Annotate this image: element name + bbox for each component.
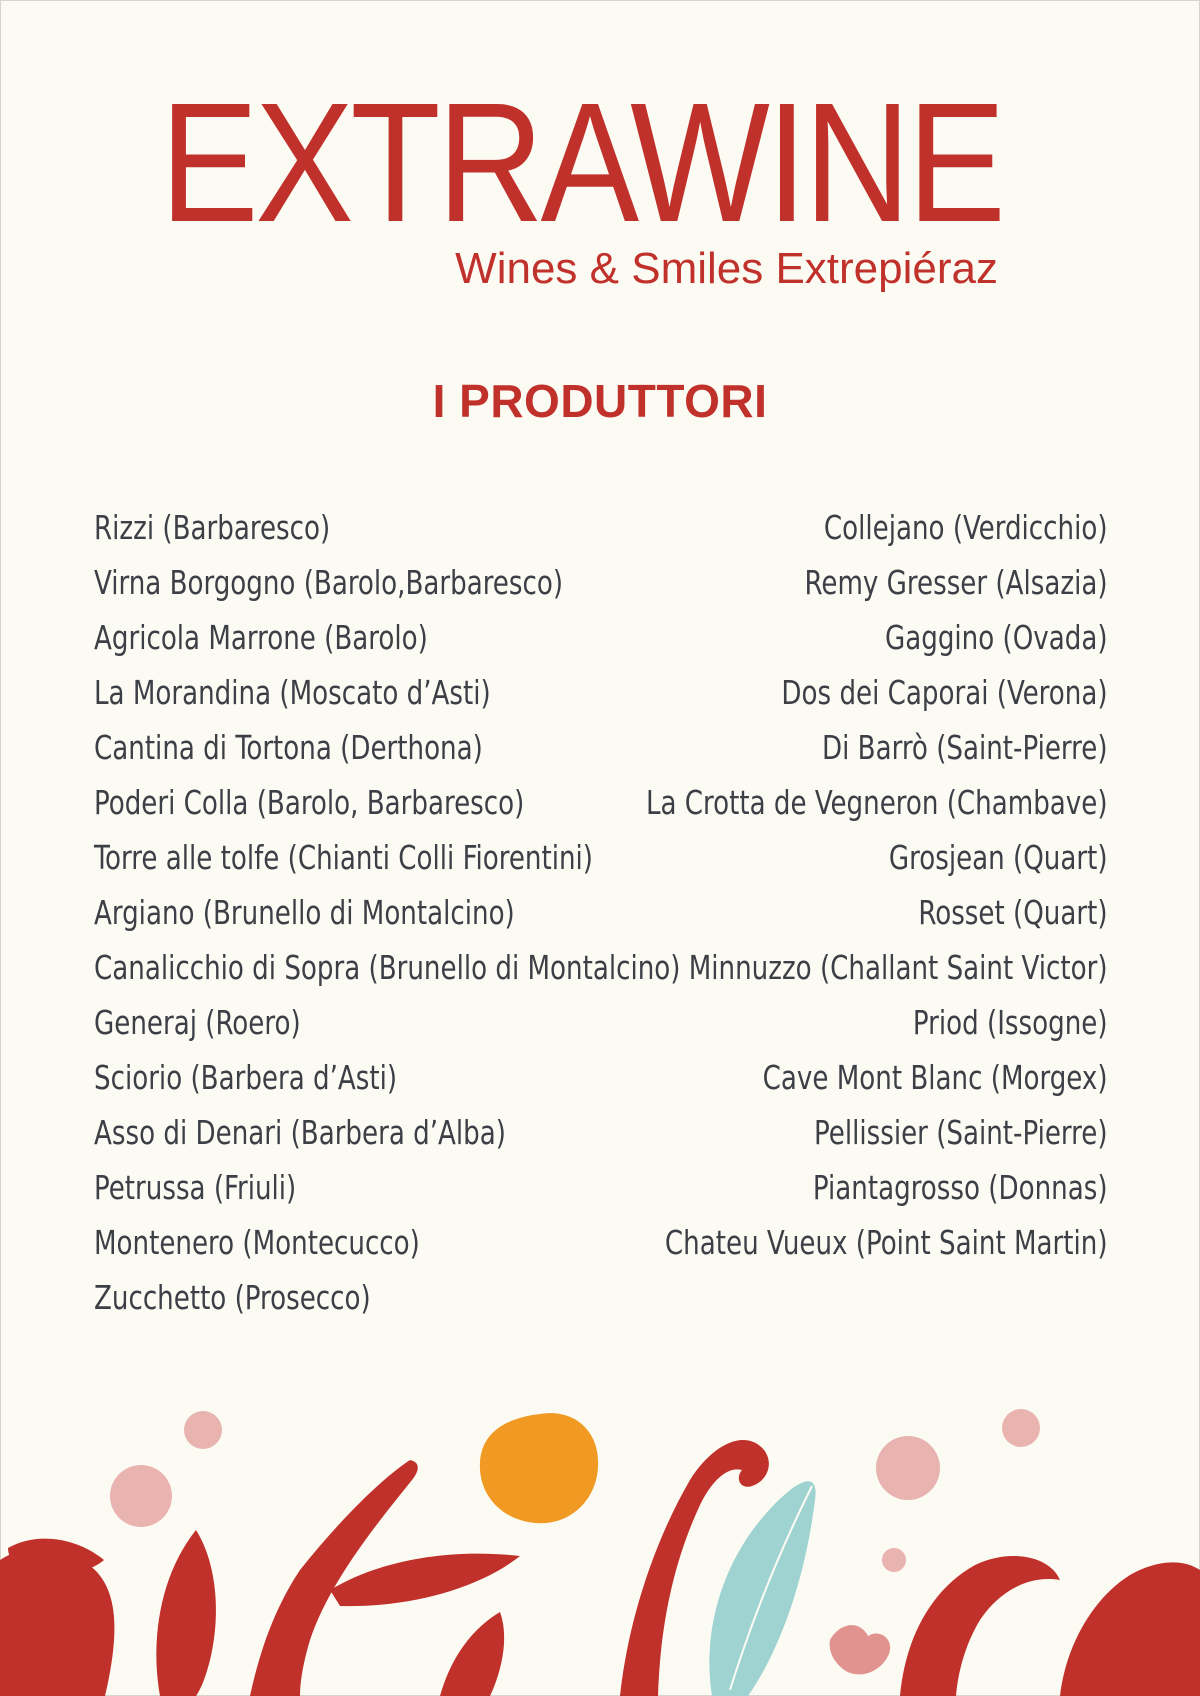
producer-item: La Morandina (Moscato d’Asti) — [94, 673, 491, 712]
pink-dot-icon — [184, 1411, 222, 1449]
producer-item: Piantagrosso (Donnas) — [813, 1168, 1108, 1207]
producer-item: Canalicchio di Sopra (Brunello di Montalcino) — [94, 948, 681, 987]
producer-item: Poderi Colla (Barolo, Barbaresco) — [94, 783, 525, 822]
producer-item: Di Barrò (Saint-Pierre) — [822, 728, 1108, 767]
pink-dot-icon — [882, 1548, 906, 1572]
producer-item: Sciorio (Barbera d’Asti) — [94, 1058, 398, 1097]
producer-item: Minnuzzo (Challant Saint Victor) — [689, 948, 1108, 987]
producer-item: Rizzi (Barbaresco) — [94, 508, 331, 547]
producer-item: Dos dei Caporai (Verona) — [781, 673, 1108, 712]
producer-item: Torre alle tolfe (Chianti Colli Fiorentini) — [94, 838, 593, 877]
producer-item: Generaj (Roero) — [94, 1003, 301, 1042]
producer-item: Pellissier (Saint-Pierre) — [814, 1113, 1108, 1152]
pink-dot-icon — [110, 1465, 172, 1527]
red-leaf-icon — [440, 1612, 504, 1696]
producer-item: Collejano (Verdicchio) — [824, 508, 1108, 547]
red-leaf-icon — [156, 1530, 216, 1696]
pink-dot-icon — [1002, 1409, 1040, 1447]
brand-title: EXTRAWINE — [160, 68, 1003, 258]
producer-item: Cantina di Tortona (Derthona) — [94, 728, 483, 767]
brand-header — [160, 68, 1003, 258]
producer-item: Argiano (Brunello di Montalcino) — [94, 893, 515, 932]
producer-item: Virna Borgogno (Barolo,Barbaresco) — [94, 563, 564, 602]
producer-item: Chateu Vueux (Point Saint Martin) — [665, 1223, 1108, 1262]
brand-subtitle: Wines & Smiles Extrepiéraz — [455, 244, 998, 293]
producer-item: Asso di Denari (Barbera d’Alba) — [94, 1113, 506, 1152]
producer-item: La Crotta de Vegneron (Chambave) — [646, 783, 1108, 822]
floral-decoration — [0, 1380, 1200, 1696]
pink-flower-icon — [830, 1625, 891, 1674]
producer-item: Remy Gresser (Alsazia) — [804, 563, 1108, 602]
producer-item: Montenero (Montecucco) — [94, 1223, 420, 1262]
orange-circle-icon — [480, 1413, 598, 1523]
producer-item: Cave Mont Blanc (Morgex) — [763, 1058, 1108, 1097]
section-title: I PRODUTTORI — [432, 375, 768, 427]
producers-right-column — [583, 500, 1108, 1270]
red-leaf-icon — [330, 1554, 520, 1607]
producer-item: Petrussa (Friuli) — [94, 1168, 297, 1207]
producer-item: Gaggino (Ovada) — [885, 618, 1108, 657]
producer-item: Rosset (Quart) — [918, 893, 1108, 932]
producer-item: Agricola Marrone (Barolo) — [94, 618, 428, 657]
producer-item: Grosjean (Quart) — [889, 838, 1108, 877]
producer-item: Priod (Issogne) — [913, 1003, 1108, 1042]
red-leaf-icon — [900, 1556, 1060, 1696]
pink-dot-icon — [876, 1436, 940, 1500]
red-leaf-icon — [1060, 1562, 1200, 1696]
producer-item: Zucchetto (Prosecco) — [94, 1278, 371, 1317]
